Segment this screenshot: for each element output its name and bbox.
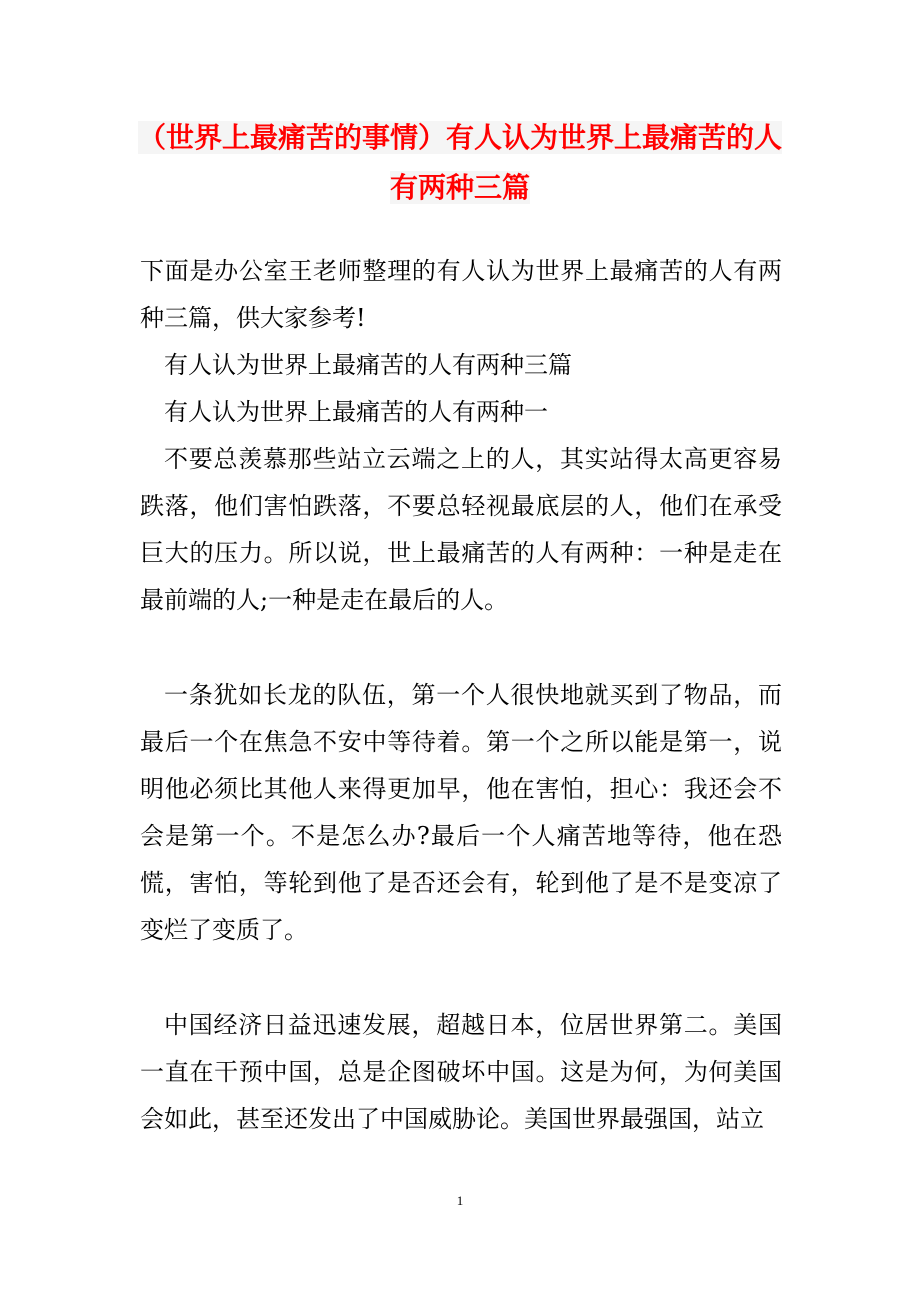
title-line-1: （世界上最痛苦的事情）有人认为世界上最痛苦的人 [137,121,782,154]
document-body [140,248,782,1143]
body-paragraph-3: 中国经济日益迅速发展，超越日本，位居世界第二。美国一直在干预中国，总是企图破坏中国。这是为何，为何美国会如此，甚至还发出了中国威胁论。美国世界最强国，站立 [140,1011,782,1133]
body-paragraph-2: 一条犹如长龙的队伍，第一个人很快地就买到了物品，而最后一个在焦急不安中等待着。第一个之所以能是第一，说明他必须比其他人来得更加早，他在害怕，担心：我还会不会是第一个。不是怎么办?最后一个人痛苦地等待，他在恐慌，害怕，等轮到他了是否还会有，轮到他了是不是变凉了变烂了变质了。 [140,681,782,944]
intro-paragraph: 下面是办公室王老师整理的有人认为世界上最痛苦的人有两种三篇，供大家参考! [140,257,782,332]
section-heading: 有人认为世界上最痛苦的人有两种三篇 [164,351,572,379]
page-number: 1 [456,1193,464,1208]
body-paragraph-1: 不要总羡慕那些站立云端之上的人，其实站得太高更容易跌落，他们害怕跌落，不要总轻视最底层的人，他们在承受巨大的压力。所以说，世上最痛苦的人有两种：一种是走在最前端的人;一种是走在最后的人。 [140,445,782,614]
title-line-2: 有两种三篇 [389,171,530,204]
subsection-heading: 有人认为世界上最痛苦的人有两种一 [164,398,548,426]
document-title [130,113,790,213]
